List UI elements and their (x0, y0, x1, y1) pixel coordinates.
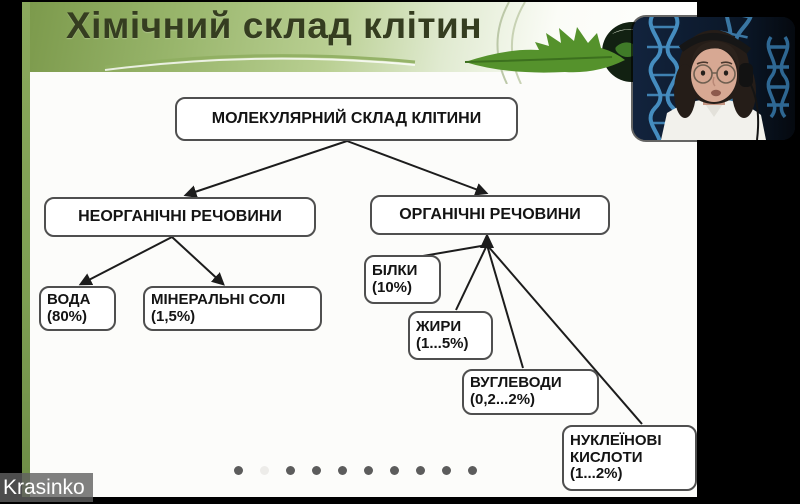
box-value: (1...2%) (570, 465, 623, 483)
pagination-dot[interactable] (234, 466, 243, 475)
box-value: (10%) (372, 278, 413, 296)
box-value: (1,5%) (151, 307, 196, 325)
pagination-dot[interactable] (390, 466, 399, 475)
diagram-box-root: МОЛЕКУЛЯРНИЙ СКЛАД КЛІТИНИ (175, 97, 518, 141)
presentation-slide (22, 2, 697, 497)
box-name: ЖИРИ (416, 317, 462, 335)
headphone-earcup-icon (739, 63, 753, 87)
box-value: (1...5%) (416, 334, 469, 352)
box-value: (0,2...2%) (470, 391, 536, 408)
diagram-box-water (39, 286, 116, 331)
presenter-webcam-video[interactable] (633, 17, 795, 140)
webcam-frame (633, 17, 795, 140)
slide-title: Хімічний склад клітин (66, 5, 483, 46)
diagram-connector-lines (22, 2, 697, 497)
pagination (234, 466, 477, 475)
diagram-box-carbohydrates (462, 369, 599, 415)
diagram-box-nucleic-acids (562, 425, 697, 491)
pagination-dot[interactable] (260, 466, 269, 475)
pagination-dot[interactable] (312, 466, 321, 475)
pagination-dot[interactable] (468, 466, 477, 475)
pagination-dot[interactable] (286, 466, 295, 475)
diagram-box-mineral-salts (143, 286, 322, 331)
diagram-box-fats (408, 311, 493, 360)
presenter-name-label: Krasinko (0, 473, 93, 502)
diagram-box-inorganic: НЕОРГАНІЧНІ РЕЧОВИНИ (44, 197, 316, 237)
box-name: ВОДА (47, 290, 91, 308)
diagram-box-proteins (364, 255, 441, 304)
box-name: БІЛКИ (372, 261, 418, 279)
box-value: (80%) (47, 307, 88, 325)
pagination-dot[interactable] (442, 466, 451, 475)
pagination-dot[interactable] (338, 466, 347, 475)
box-name: ВУГЛЕВОДИ (470, 374, 562, 392)
box-name: НУКЛЕЇНОВІ КИСЛОТИ (570, 431, 662, 466)
diagram-box-organic: ОРГАНІЧНІ РЕЧОВИНИ (370, 195, 610, 235)
pagination-dot[interactable] (416, 466, 425, 475)
box-name: МІНЕРАЛЬНІ СОЛІ (151, 290, 286, 308)
pagination-dot[interactable] (364, 466, 373, 475)
